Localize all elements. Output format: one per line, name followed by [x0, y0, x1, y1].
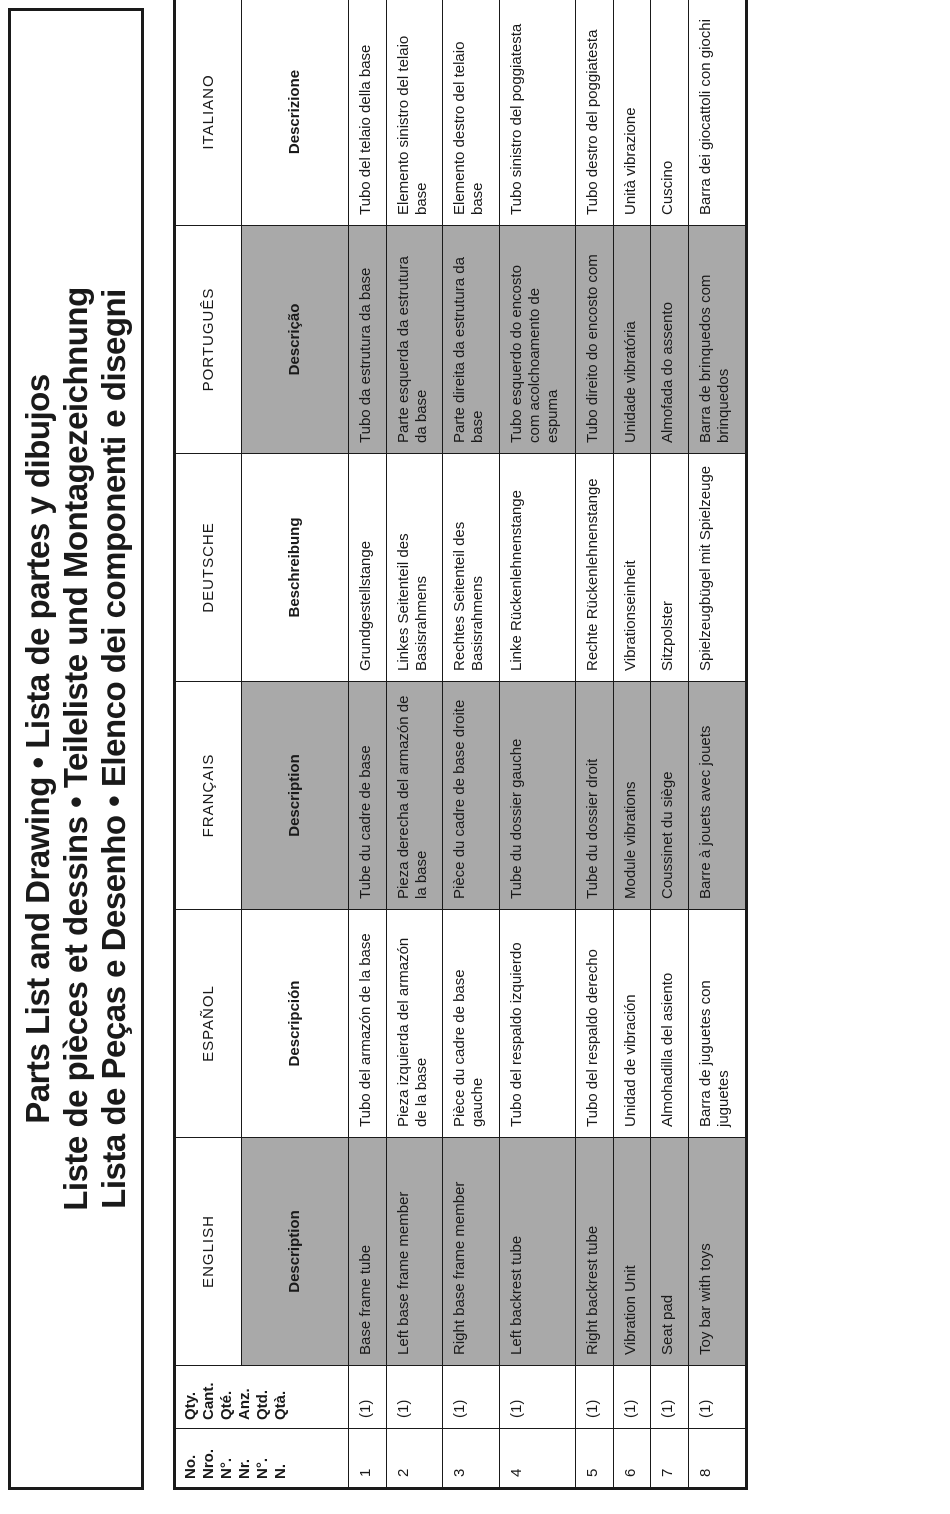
description-cell-portuguese: Parte esquerda da estrutura da base	[386, 226, 443, 454]
parts-table	[173, 0, 748, 1490]
description-cell-italian: Cuscino	[651, 0, 689, 226]
description-cell-german: Sitzpolster	[651, 454, 689, 682]
part-quantity-cell: (1)	[651, 1366, 689, 1429]
language-header-portuguese: PORTUGUÊS	[175, 226, 242, 454]
part-number-cell: 6	[613, 1429, 651, 1489]
description-cell-english: Vibration Unit	[613, 1138, 651, 1366]
part-quantity-cell: (1)	[443, 1366, 500, 1429]
no-header-label: N°.	[254, 1458, 271, 1479]
description-cell-english: Left base frame member	[386, 1138, 443, 1366]
description-cell-french: Barre à jouets avec jouets	[689, 682, 747, 910]
description-cell-italian: Elemento sinistro del telaio base	[386, 0, 443, 226]
description-cell-french: Tube du dossier gauche	[500, 682, 576, 910]
title-line-2: Liste de pièces et dessins • Teileliste und Montagezeichnung	[57, 287, 94, 1211]
qty-header-label: Qty.	[182, 1391, 199, 1420]
description-cell-french: Coussinet du siège	[651, 682, 689, 910]
no-header-label: N°.	[218, 1458, 235, 1479]
description-header-portuguese: Descrição	[242, 226, 349, 454]
part-number-cell: 2	[386, 1429, 443, 1489]
description-cell-german: Spielzeugbügel mit Spielzeuge	[689, 454, 747, 682]
table-row	[500, 0, 576, 1489]
description-cell-spanish: Barra de juguetes con juguetes	[689, 910, 747, 1138]
description-header-german: Beschreibung	[242, 454, 349, 682]
title-line-1: Parts List and Drawing • Lista de partes y dibujos	[19, 374, 56, 1124]
description-cell-italian: Elemento destro del telaio base	[443, 0, 500, 226]
description-cell-spanish: Almohadilla del asiento	[651, 910, 689, 1138]
description-cell-german: Linke Rückenlehnenstange	[500, 454, 576, 682]
description-cell-english: Right base frame member	[443, 1138, 500, 1366]
description-cell-english: Left backrest tube	[500, 1138, 576, 1366]
language-header-french: FRANÇAIS	[175, 682, 242, 910]
part-number-cell: 7	[651, 1429, 689, 1489]
description-header-english: Description	[242, 1138, 349, 1366]
description-cell-portuguese: Tubo esquerdo do encosto com acolchoamento de espuma	[500, 226, 576, 454]
qty-header-label: Anz.	[236, 1388, 253, 1420]
description-cell-german: Vibrationseinheit	[613, 454, 651, 682]
description-cell-portuguese: Tubo da estrutura da base	[349, 226, 387, 454]
description-cell-portuguese: Tubo direito do encosto com	[576, 226, 614, 454]
table-row	[349, 0, 387, 1489]
table-row	[689, 0, 747, 1489]
qty-header-label: Qté.	[218, 1390, 235, 1420]
description-cell-italian: Tubo sinistro del poggiatesta	[500, 0, 576, 226]
description-cell-french: Module vibrations	[613, 682, 651, 910]
title-box	[8, 8, 144, 1490]
no-header-label: Nro.	[200, 1449, 217, 1479]
description-cell-spanish: Tubo del respaldo izquierdo	[500, 910, 576, 1138]
language-header-spanish: ESPAÑOL	[175, 910, 242, 1138]
description-cell-italian: Barra dei giocattoli con giochi	[689, 0, 747, 226]
description-header-row	[242, 0, 349, 1489]
no-header-label: No.	[182, 1454, 199, 1479]
table-row	[576, 0, 614, 1489]
description-header-italian: Descrizione	[242, 0, 349, 226]
description-cell-english: Toy bar with toys	[689, 1138, 747, 1366]
description-cell-italian: Unità vibrazione	[613, 0, 651, 226]
description-cell-french: Pièce du cadre de base droite	[443, 682, 500, 910]
description-cell-german: Rechtes Seitenteil des Basisrahmens	[443, 454, 500, 682]
description-cell-spanish: Tubo del armazón de la base	[349, 910, 387, 1138]
table-row	[443, 0, 500, 1489]
description-cell-german: Rechte Rückenlehnenstange	[576, 454, 614, 682]
part-number-cell: 3	[443, 1429, 500, 1489]
description-cell-portuguese: Barra de brinquedos com brinquedos	[689, 226, 747, 454]
number-column-header	[175, 1429, 349, 1489]
description-cell-english: Seat pad	[651, 1138, 689, 1366]
description-cell-english: Base frame tube	[349, 1138, 387, 1366]
language-header-italian: ITALIANO	[175, 0, 242, 226]
part-quantity-cell: (1)	[576, 1366, 614, 1429]
quantity-column-header	[175, 1366, 349, 1429]
language-header-german: DEUTSCHE	[175, 454, 242, 682]
description-cell-portuguese: Parte direita da estrutura da base	[443, 226, 500, 454]
part-quantity-cell: (1)	[500, 1366, 576, 1429]
part-quantity-cell: (1)	[613, 1366, 651, 1429]
description-cell-spanish: Pieza izquierda del armazón de la base	[386, 910, 443, 1138]
description-cell-french: Tube du cadre de base	[349, 682, 387, 910]
description-header-french: Description	[242, 682, 349, 910]
document-title	[19, 29, 133, 1469]
part-number-cell: 5	[576, 1429, 614, 1489]
description-header-spanish: Descripción	[242, 910, 349, 1138]
qty-header-label: Qtà.	[272, 1390, 289, 1420]
qty-header-label: Qtd.	[254, 1390, 271, 1420]
description-cell-portuguese: Almofada do assento	[651, 226, 689, 454]
title-line-3: Lista de Peças e Desenho • Elenco dei componenti e disegni	[95, 289, 132, 1209]
table-row	[613, 0, 651, 1489]
part-quantity-cell: (1)	[386, 1366, 443, 1429]
description-cell-german: Grundgestellstange	[349, 454, 387, 682]
description-cell-spanish: Unidad de vibración	[613, 910, 651, 1138]
parts-table-container	[173, 8, 748, 1490]
description-cell-french: Pieza derecha del armazón de la base	[386, 682, 443, 910]
language-header-english: ENGLISH	[175, 1138, 242, 1366]
part-number-cell: 4	[500, 1429, 576, 1489]
description-cell-italian: Tubo del telaio della base	[349, 0, 387, 226]
part-number-cell: 1	[349, 1429, 387, 1489]
no-header-label: Nr.	[236, 1458, 253, 1479]
no-header-label: N.	[272, 1464, 289, 1479]
part-number-cell: 8	[689, 1429, 747, 1489]
table-row	[651, 0, 689, 1489]
description-cell-french: Tube du dossier droit	[576, 682, 614, 910]
description-cell-italian: Tubo destro del poggiatesta	[576, 0, 614, 226]
table-row	[386, 0, 443, 1489]
description-cell-english: Right backrest tube	[576, 1138, 614, 1366]
part-quantity-cell: (1)	[349, 1366, 387, 1429]
description-cell-german: Linkes Seitenteil des Basisrahmens	[386, 454, 443, 682]
part-quantity-cell: (1)	[689, 1366, 747, 1429]
language-header-row	[175, 0, 242, 1489]
description-cell-spanish: Pièce du cadre de base gauche	[443, 910, 500, 1138]
qty-header-label: Cant.	[200, 1382, 217, 1420]
description-cell-spanish: Tubo del respaldo derecho	[576, 910, 614, 1138]
description-cell-portuguese: Unidade vibratória	[613, 226, 651, 454]
